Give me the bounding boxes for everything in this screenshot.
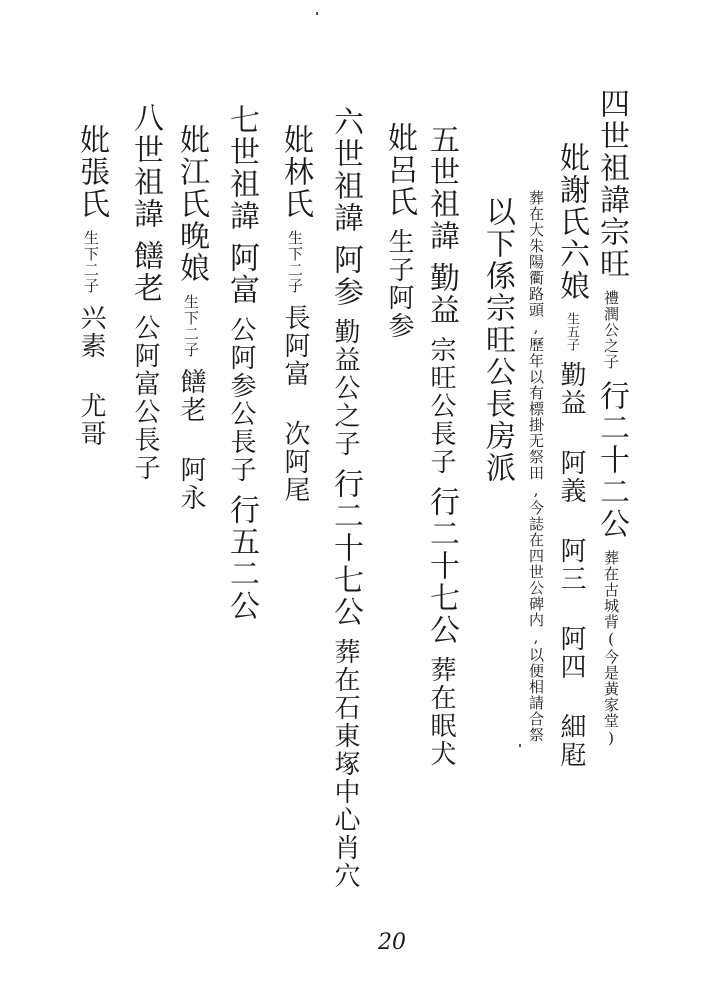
text-segment: 葬在石東塚中心肖穴 — [330, 638, 360, 890]
text-segment: 六世祖諱 — [328, 106, 363, 234]
text-segment: 勤益公之子 — [330, 318, 360, 458]
text-segment: 行五二公 — [224, 494, 259, 622]
text-segment: 生下二子 — [182, 294, 200, 358]
column-c5 — [424, 124, 459, 768]
text-segment: 五世祖諱 — [424, 124, 459, 252]
scan-speck — [519, 744, 521, 747]
column-c2 — [554, 142, 589, 769]
text-segment: 生下二子 — [82, 230, 100, 294]
column-c12 — [74, 124, 109, 448]
text-segment: 饍老 阿永 — [176, 368, 206, 512]
text-segment: 兴素 尤哥 — [76, 304, 106, 448]
text-segment: 妣謝氏六娘 — [554, 142, 589, 302]
text-segment: 宗旺公長子 — [426, 336, 456, 476]
text-segment: 七世祖諱 — [224, 104, 259, 232]
text-segment: 行二十七公 — [328, 468, 363, 628]
text-segment: 八世祖諱 — [128, 102, 163, 230]
scan-speck — [316, 12, 318, 15]
text-segment: 四世祖諱宗旺 — [594, 88, 629, 280]
page-number: 20 — [378, 930, 406, 955]
text-segment: 葬在眠犬 — [426, 656, 456, 768]
text-segment: 生下二子 — [286, 230, 304, 294]
text-segment: 禮潤公之子 — [602, 290, 620, 370]
text-segment: 以下係宗旺公長房派 — [480, 196, 515, 484]
text-segment: 行二十七公 — [424, 486, 459, 646]
text-segment: 妣呂氏 — [382, 122, 417, 218]
column-c11 — [128, 102, 163, 482]
text-segment: 饍老 — [128, 240, 163, 304]
text-segment: 行二十二公 — [594, 380, 629, 540]
text-segment: 葬在古城背(今是黃家堂) — [602, 550, 620, 748]
text-segment: 公阿富公長子 — [130, 314, 160, 482]
text-segment: 勤益 — [424, 262, 459, 326]
column-c7 — [328, 106, 363, 890]
column-c1 — [594, 88, 629, 748]
text-segment: 勤益 阿義 阿三 阿四 細屘 — [556, 361, 586, 769]
column-c10 — [174, 124, 209, 512]
text-segment: 妣張氏 — [74, 124, 109, 220]
text-segment: 妣江氏晚娘 — [174, 124, 209, 284]
text-segment: 公阿参公長子 — [226, 316, 256, 484]
text-segment: 生子阿参 — [384, 228, 414, 340]
column-c4 — [480, 196, 515, 484]
text-segment: 阿富 — [224, 242, 259, 306]
column-c9 — [224, 104, 259, 622]
text-segment: 葬在大朱陽衢路頭,歷年以有標掛无祭田,今誌在四世公碑内,以便相請合祭 — [527, 190, 545, 743]
text-segment: 生五子 — [564, 312, 579, 351]
column-c3 — [528, 190, 544, 743]
column-c6 — [382, 122, 417, 340]
text-segment: 長阿富 次阿尾 — [280, 304, 310, 504]
text-segment: 阿参 — [328, 244, 363, 308]
column-c8 — [278, 124, 313, 504]
text-segment: 妣林氏 — [278, 124, 313, 220]
